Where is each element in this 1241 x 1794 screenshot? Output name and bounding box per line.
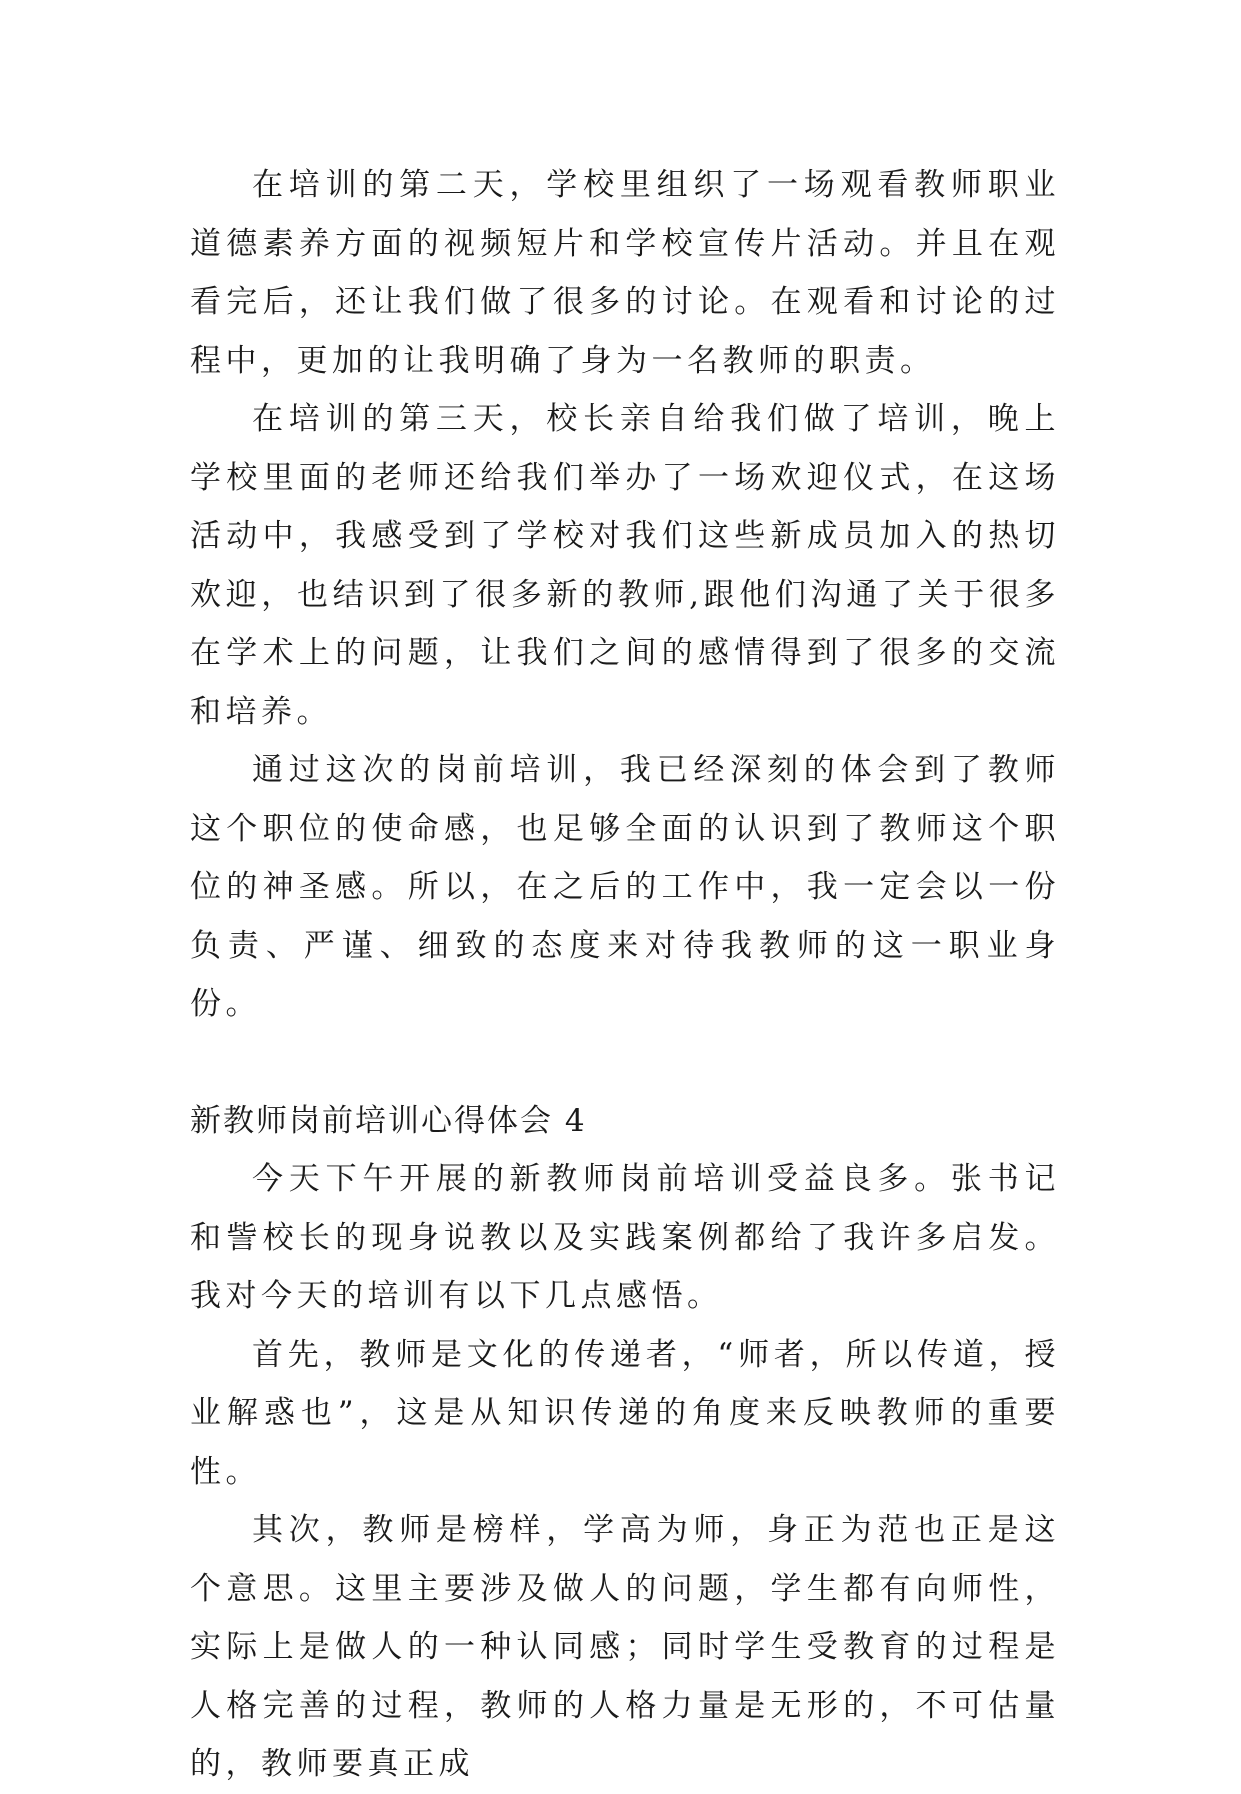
section-heading: 新教师岗前培训心得体会 4 (190, 1102, 587, 1139)
document-body (190, 156, 1060, 1794)
paragraph-afternoon-training: 今天下午开展的新教师岗前培训受益良多。张书记和訾校长的现身说教以及实践案例都给了我许多启发。我对今天的培训有以下几点感悟。 (190, 1161, 1060, 1314)
paragraph-training-conclusion: 通过这次的岗前培训，我已经深刻的体会到了教师这个职位的使命感，也足够全面的认识到了教师这个职位的神圣感。所以，在之后的工作中，我一定会以一份负责、严谨、细致的态度来对待我教师的这一职业身份。 (190, 752, 1060, 1022)
paragraph-day-two-training: 在培训的第二天，学校里组织了一场观看教师职业道德素养方面的视频短片和学校宣传片活动。并且在观看完后，还让我们做了很多的讨论。在观看和讨论的过程中，更加的让我明确了身为一名教师的职责。 (190, 167, 1060, 379)
paragraph-day-three-training: 在培训的第三天，校长亲自给我们做了培训，晚上学校里面的老师还给我们举办了一场欢迎仪式，在这场活动中，我感受到了学校对我们这些新成员加入的热切欢迎，也结识到了很多新的教师,跟他们沟通了关于很多在学术上的问题，让我们之间的感情得到了很多的交流和培养。 (190, 401, 1060, 730)
paragraph-second-point: 其次，教师是榜样，学高为师，身正为范也正是这个意思。这里主要涉及做人的问题，学生都有向师性，实际上是做人的一种认同感；同时学生受教育的过程是人格完善的过程，教师的人格力量是无形的，不可估量的，教师要真正成 (190, 1512, 1060, 1782)
paragraph-first-point: 首先，教师是文化的传递者，“师者，所以传道，授业解惑也”，这是从知识传递的角度来反映教师的重要性。 (190, 1336, 1060, 1490)
